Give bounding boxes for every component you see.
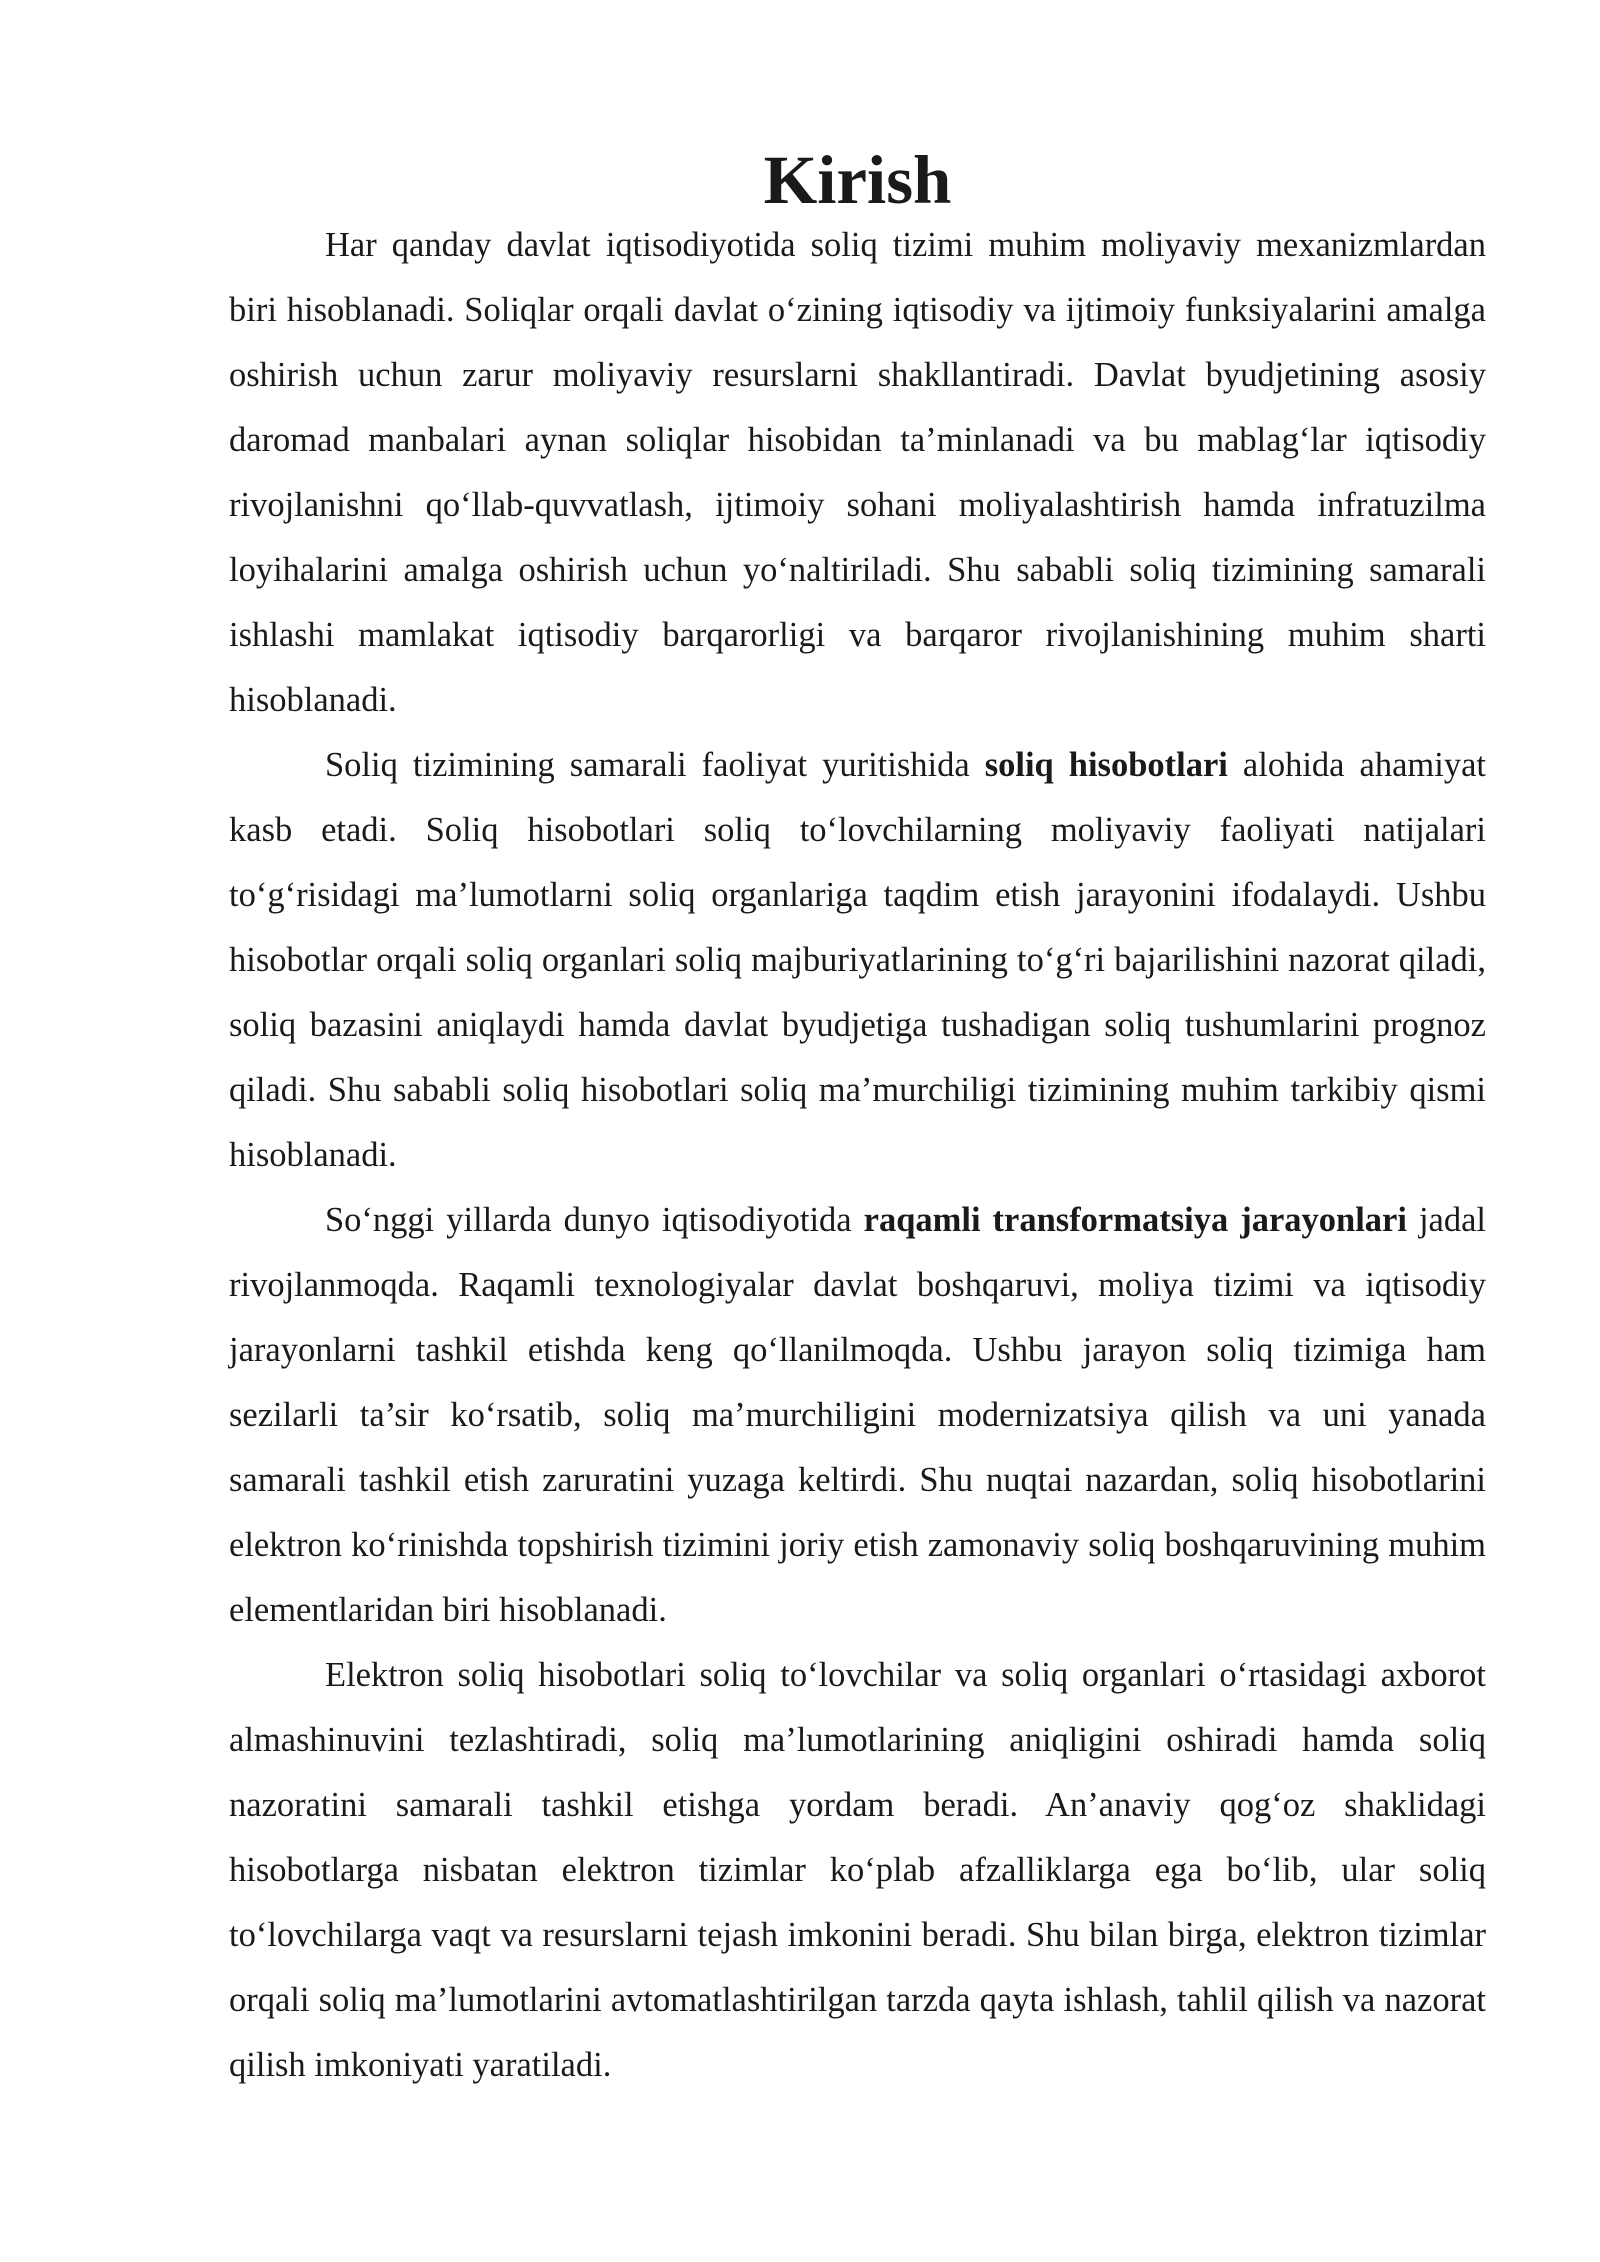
paragraph-3 bbox=[229, 1188, 1486, 1643]
paragraph-2 bbox=[229, 733, 1486, 1188]
paragraph-1 bbox=[229, 213, 1486, 733]
bold-term: raqamli transformatsiya jarayonlari bbox=[863, 1201, 1407, 1239]
paragraph-text: Soliq tizimining samarali faoliyat yuritishida bbox=[325, 746, 985, 784]
document-body bbox=[229, 142, 1486, 2098]
paragraph-text: jadal rivojlanmoqda. Raqamli texnologiyalar davlat boshqaruvi, moliya tizimi va iqtisodiy jarayonlarni tashkil etishda keng qo‘llanilmoqda. Ushbu jarayon soliq tizimiga ham sezilarli ta’sir ko‘rsatib, soliq ma’murchiligini modernizatsiya qilish va uni yanada samarali tashkil etish zaruratini yuzaga keltirdi. Shu nuqtai nazardan, soliq hisobotlarini elektron ko‘rinishda topshirish tizimini joriy etish zamonaviy soliq boshqaruvining muhim elementlaridan biri hisoblanadi. bbox=[229, 1201, 1486, 1629]
paragraph-text: Har qanday davlat iqtisodiyotida soliq tizimi muhim moliyaviy mexanizmlardan biri hisoblanadi. Soliqlar orqali davlat o‘zining iqtisodiy va ijtimoiy funksiyalarini amalga oshirish uchun zarur moliyaviy resurslarni shakllantiradi. Davlat byudjetining asosiy daromad manbalari aynan soliqlar hisobidan ta’minlanadi va bu mablag‘lar iqtisodiy rivojlanishni qo‘llab-quvvatlash, ijtimoiy sohani moliyalashtirish hamda infratuzilma loyihalarini amalga oshirish uchun yo‘naltiriladi. Shu sababli soliq tizimining samarali ishlashi mamlakat iqtisodiy barqarorligi va barqaror rivojlanishining muhim sharti hisoblanadi. bbox=[229, 226, 1486, 719]
paragraph-4 bbox=[229, 1643, 1486, 2098]
paragraph-text: So‘nggi yillarda dunyo iqtisodiyotida bbox=[325, 1201, 864, 1239]
bold-term: soliq hisobotlari bbox=[984, 746, 1228, 784]
section-title: Kirish bbox=[763, 142, 952, 218]
paragraph-text: Elektron soliq hisobotlari soliq to‘lovchilar va soliq organlari o‘rtasidagi axborot almashinuvini tezlashtiradi, soliq ma’lumotlarining aniqligini oshiradi hamda soliq nazoratini samarali tashkil etishga yordam beradi. An’anaviy qog‘oz shaklidagi hisobotlarga nisbatan elektron tizimlar ko‘plab afzalliklarga ega bo‘lib, ular soliq to‘lovchilarga vaqt va resurslarni tejash imkonini beradi. Shu bilan birga, elektron tizimlar orqali soliq ma’lumotlarini avtomatlashtirilgan tarzda qayta ishlash, tahlil qilish va nazorat qilish imkoniyati yaratiladi. bbox=[229, 1656, 1486, 2084]
paragraph-text: alohida ahamiyat kasb etadi. Soliq hisobotlari soliq to‘lovchilarning moliyaviy faoliyati natijalari to‘g‘risidagi ma’lumotlarni soliq organlariga taqdim etish jarayonini ifodalaydi. Ushbu hisobotlar orqali soliq organlari soliq majburiyatlarining to‘g‘ri bajarilishini nazorat qiladi, soliq bazasini aniqlaydi hamda davlat byudjetiga tushadigan soliq tushumlarini prognoz qiladi. Shu sababli soliq hisobotlari soliq ma’murchiligi tizimining muhim tarkibiy qismi hisoblanadi. bbox=[229, 746, 1486, 1174]
